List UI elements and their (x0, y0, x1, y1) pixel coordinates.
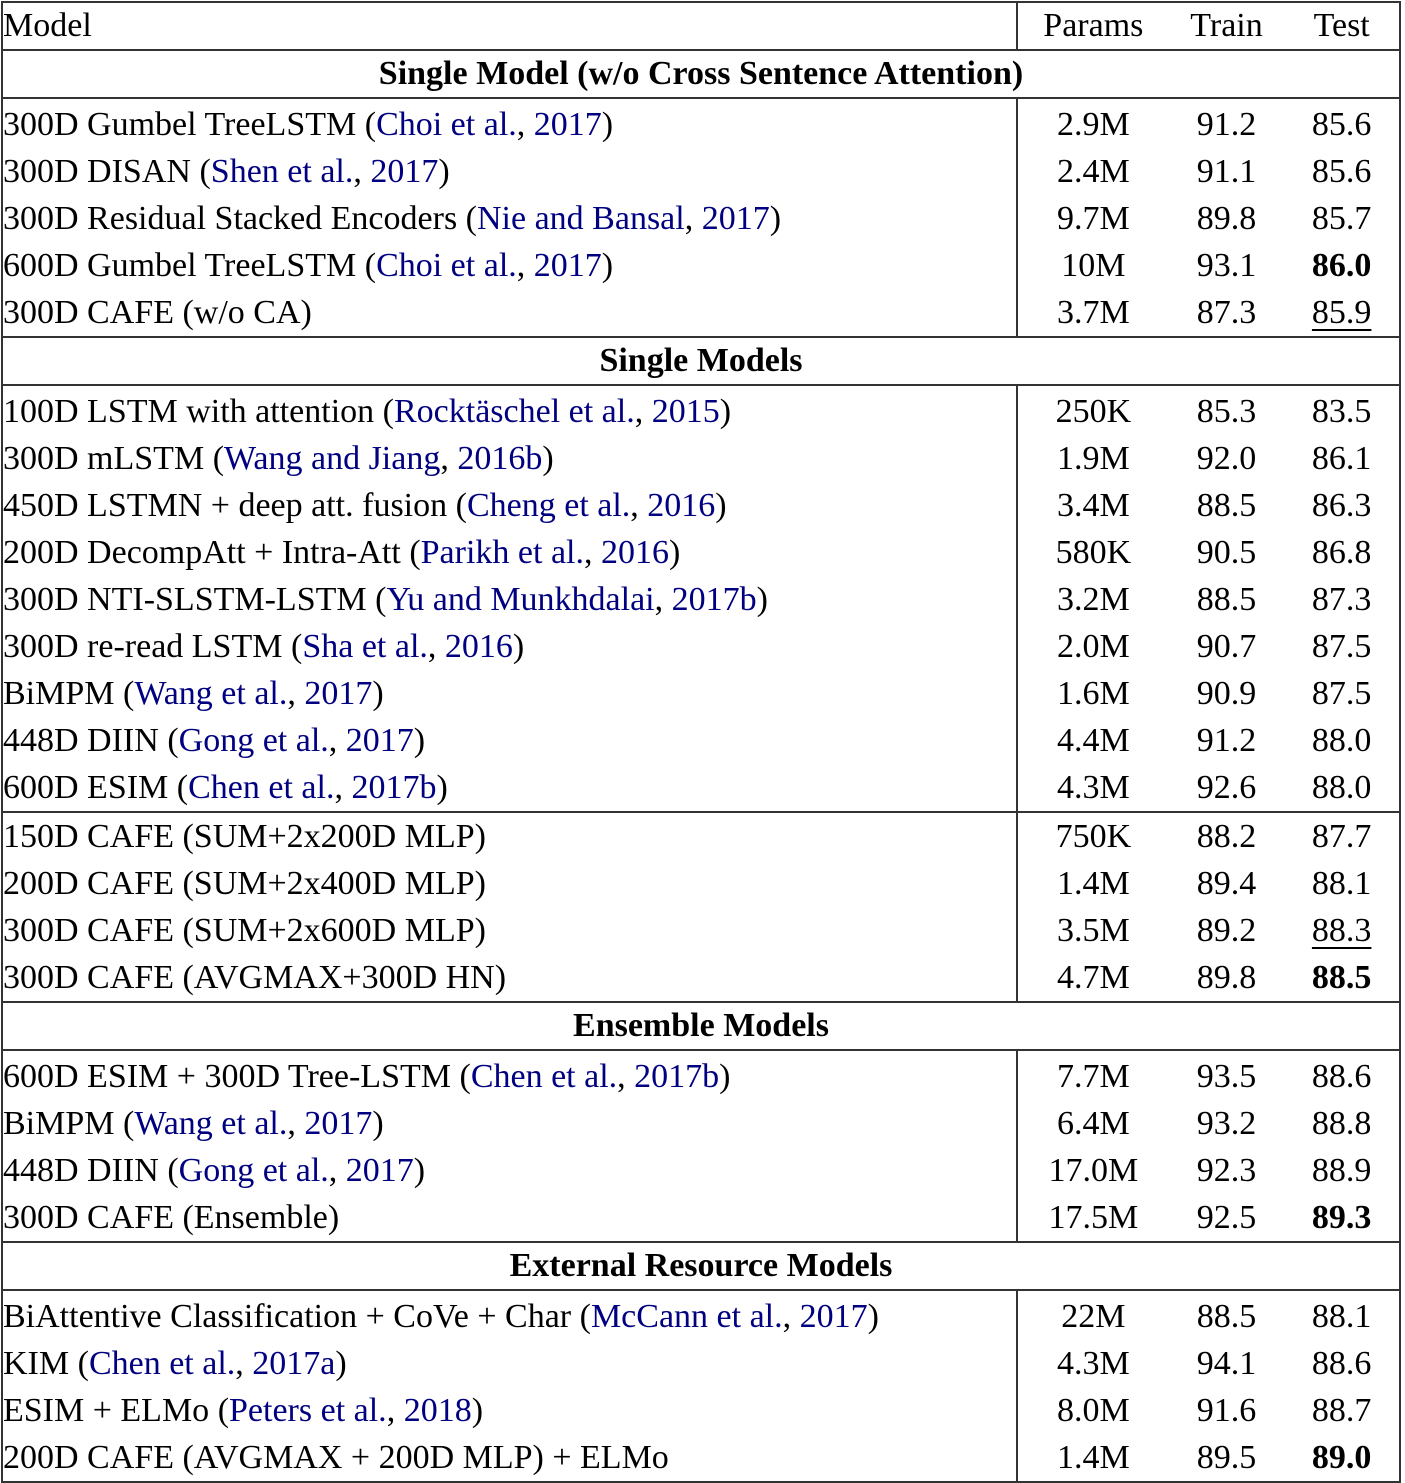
model-name: 300D CAFE (AVGMAX+300D HN) (3, 958, 507, 996)
model-cell: 600D ESIM + 300D Tree-LSTM (Chen et al., 2017b) (2, 1050, 1017, 1100)
train-cell: 91.6 (1196, 1391, 1257, 1429)
table-row (2, 670, 1400, 717)
citation-year-link[interactable]: 2017 (533, 105, 602, 143)
citation-year-link[interactable]: 2015 (651, 392, 720, 430)
table-row (2, 98, 1400, 148)
citation-year-link[interactable]: 2017a (252, 1344, 336, 1382)
train-cell: 90.9 (1196, 674, 1257, 712)
best-score: 86.0 (1311, 246, 1372, 284)
table-row (2, 717, 1400, 764)
section-header-row (2, 50, 1400, 98)
model-name: 150D CAFE (SUM+2x200D MLP) (3, 817, 486, 855)
test-cell (1284, 1050, 1400, 1100)
citation-year-link[interactable]: 2017b (671, 580, 757, 618)
citation-link[interactable]: Rocktäschel et al. (393, 392, 635, 430)
section-title: Ensemble Models (2, 1002, 1400, 1050)
table-row (2, 195, 1400, 242)
score: 83.5 (1311, 392, 1372, 430)
score: 86.8 (1311, 533, 1372, 571)
column-header-test: Test (1284, 2, 1400, 50)
params-cell: 10M (1061, 246, 1126, 284)
train-cell: 89.2 (1196, 911, 1257, 949)
section-title: External Resource Models (2, 1242, 1400, 1290)
score: 87.7 (1311, 817, 1372, 855)
table-row (2, 860, 1400, 907)
column-header-train: Train (1169, 2, 1285, 50)
model-cell: BiMPM (Wang et al., 2017) (2, 670, 1017, 717)
column-header-model: Model (2, 2, 1017, 50)
second-best-score: 88.3 (1311, 911, 1372, 949)
params-cell: 750K (1017, 812, 1169, 860)
model-name: 450D LSTMN + deep att. fusion (3, 486, 448, 524)
model-cell: 200D DecompAtt + Intra-Att (Parikh et al., 2016) (2, 529, 1017, 576)
citation-year-link[interactable]: 2017b (351, 768, 437, 806)
model-cell (2, 1434, 1017, 1482)
table-row (2, 1194, 1400, 1242)
score: 88.0 (1311, 721, 1372, 759)
model-name: 300D NTI-SLSTM-LSTM (3, 580, 367, 618)
score: 88.0 (1311, 768, 1372, 806)
citation-link[interactable]: Wang et al. (134, 674, 288, 712)
citation-link[interactable]: Chen et al. (88, 1344, 236, 1382)
score: 85.7 (1311, 199, 1372, 237)
citation-link[interactable]: Gong et al. (178, 1151, 329, 1189)
train-cell: 90.7 (1196, 627, 1257, 665)
model-cell: 100D LSTM with attention (Rocktäschel et al., 2015) (2, 385, 1017, 435)
model-name: 200D CAFE (AVGMAX + 200D MLP) + ELMo (3, 1438, 669, 1476)
citation-year-link[interactable]: 2017 (304, 1104, 373, 1142)
params-cell: 22M (1061, 1297, 1126, 1335)
model-cell: ESIM + ELMo (Peters et al., 2018) (2, 1387, 1017, 1434)
model-cell: BiMPM (Wang et al., 2017) (2, 1100, 1017, 1147)
train-cell: 88.2 (1169, 812, 1285, 860)
model-name: 300D CAFE (Ensemble) (3, 1198, 340, 1236)
model-name: 448D DIIN (3, 1151, 159, 1189)
test-cell (1284, 529, 1400, 576)
train-cell: 89.8 (1196, 199, 1257, 237)
table-row (2, 148, 1400, 195)
score: 88.6 (1311, 1057, 1372, 1095)
train-cell: 89.8 (1169, 954, 1285, 1002)
model-name: BiMPM (3, 1104, 115, 1142)
params-cell: 3.5M (1056, 911, 1130, 949)
train-cell: 91.2 (1196, 105, 1257, 143)
params-cell: 2.9M (1056, 105, 1130, 143)
table-row (2, 576, 1400, 623)
params-cell: 2.4M (1056, 152, 1130, 190)
train-cell: 91.2 (1196, 721, 1257, 759)
model-name: 300D CAFE (w/o CA) (3, 293, 312, 331)
table-row (2, 242, 1400, 289)
model-cell (2, 954, 1017, 1002)
score: 88.9 (1311, 1151, 1372, 1189)
table-row (2, 764, 1400, 812)
best-score: 89.0 (1311, 1438, 1372, 1476)
train-cell: 85.3 (1196, 392, 1257, 430)
train-cell: 92.0 (1196, 439, 1257, 477)
model-name: BiAttentive Classification + CoVe + Char (3, 1297, 572, 1335)
params-cell: 8.0M (1056, 1391, 1130, 1429)
citation-link[interactable]: McCann et al. (590, 1297, 783, 1335)
citation-year-link[interactable]: 2017 (799, 1297, 868, 1335)
params-cell: 4.3M (1056, 768, 1130, 806)
citation-link[interactable]: Parikh et al. (420, 533, 584, 571)
train-cell: 89.5 (1169, 1434, 1285, 1482)
model-cell: 300D NTI-SLSTM-LSTM (Yu and Munkhdalai, 2017b) (2, 576, 1017, 623)
table-row (2, 1434, 1400, 1482)
model-name: 200D CAFE (SUM+2x400D MLP) (3, 864, 486, 902)
model-name: 300D Residual Stacked Encoders (3, 199, 458, 237)
table-row (2, 907, 1400, 954)
params-cell: 1.9M (1056, 439, 1130, 477)
score: 87.5 (1311, 627, 1372, 665)
model-cell: 600D Gumbel TreeLSTM (Choi et al., 2017) (2, 242, 1017, 289)
score: 87.5 (1311, 674, 1372, 712)
citation-year-link[interactable]: 2017 (370, 152, 439, 190)
model-cell (2, 860, 1017, 907)
best-score: 89.3 (1311, 1198, 1372, 1236)
citation-link[interactable]: Chen et al. (188, 768, 335, 806)
citation-link[interactable]: Nie and Bansal (477, 199, 685, 237)
table-row (2, 1387, 1400, 1434)
citation-year-link[interactable]: 2016 (600, 533, 669, 571)
test-cell (1284, 385, 1400, 435)
citation-year-link[interactable]: 2017b (634, 1057, 720, 1095)
test-cell (1284, 954, 1400, 1002)
results-table (1, 1, 1401, 1483)
citation-link[interactable]: Sha et al. (302, 627, 428, 665)
section-title: Single Models (2, 337, 1400, 385)
citation-link[interactable]: Yu and Munkhdalai (386, 580, 655, 618)
test-cell (1284, 1340, 1400, 1387)
model-name: 600D ESIM (3, 768, 169, 806)
table-row (2, 385, 1400, 435)
model-name: BiMPM (3, 674, 115, 712)
test-cell (1284, 1100, 1400, 1147)
model-cell (2, 1194, 1017, 1242)
section-header-row (2, 1242, 1400, 1290)
citation-year-link[interactable]: 2017 (304, 674, 373, 712)
citation-year-link[interactable]: 2016b (457, 439, 543, 477)
train-cell: 89.4 (1196, 864, 1257, 902)
score: 88.7 (1311, 1391, 1372, 1429)
model-name: 300D CAFE (SUM+2x600D MLP) (3, 911, 486, 949)
section-header-row (2, 337, 1400, 385)
test-cell (1284, 576, 1400, 623)
test-cell (1284, 289, 1400, 337)
params-cell: 580K (1055, 533, 1132, 571)
second-best-score: 85.9 (1311, 293, 1372, 331)
citation-link[interactable]: Choi et al. (376, 246, 517, 284)
train-cell: 93.1 (1196, 246, 1257, 284)
test-cell (1284, 812, 1400, 860)
train-cell: 90.5 (1196, 533, 1257, 571)
score: 86.1 (1311, 439, 1372, 477)
test-cell (1284, 907, 1400, 954)
test-cell (1284, 1194, 1400, 1242)
train-cell: 92.5 (1169, 1194, 1285, 1242)
params-cell: 7.7M (1056, 1057, 1130, 1095)
model-name: 300D DISAN (3, 152, 191, 190)
train-cell: 93.2 (1196, 1104, 1257, 1142)
citation-year-link[interactable]: 2017 (345, 721, 414, 759)
model-cell (2, 907, 1017, 954)
score: 85.6 (1311, 105, 1372, 143)
model-name: 600D Gumbel TreeLSTM (3, 246, 357, 284)
table-row (2, 482, 1400, 529)
params-cell: 9.7M (1056, 199, 1130, 237)
train-cell: 92.6 (1196, 768, 1257, 806)
table-row (2, 1147, 1400, 1194)
citation-year-link[interactable]: 2017 (701, 199, 770, 237)
params-cell: 17.5M (1017, 1194, 1169, 1242)
citation-year-link[interactable]: 2017 (533, 246, 602, 284)
model-name: ESIM + ELMo (3, 1391, 210, 1429)
table-row (2, 1050, 1400, 1100)
model-cell: BiAttentive Classification + CoVe + Char (McCann et al., 2017) (2, 1290, 1017, 1340)
test-cell (1284, 242, 1400, 289)
model-name: 300D re-read LSTM (3, 627, 283, 665)
train-cell: 92.3 (1196, 1151, 1257, 1189)
params-cell: 250K (1055, 392, 1132, 430)
citation-link[interactable]: Shen et al. (210, 152, 354, 190)
citation-year-link[interactable]: 2018 (403, 1391, 472, 1429)
table-body (2, 50, 1400, 1482)
table-row (2, 1340, 1400, 1387)
model-name: 600D ESIM + 300D Tree-LSTM (3, 1057, 451, 1095)
best-score: 88.5 (1311, 958, 1372, 996)
model-cell: 448D DIIN (Gong et al., 2017) (2, 1147, 1017, 1194)
test-cell (1284, 1434, 1400, 1482)
score: 86.3 (1311, 486, 1372, 524)
model-cell: 300D DISAN (Shen et al., 2017) (2, 148, 1017, 195)
params-cell: 4.3M (1056, 1344, 1130, 1382)
table-row (2, 1100, 1400, 1147)
test-cell (1284, 1147, 1400, 1194)
params-cell: 4.4M (1056, 721, 1130, 759)
model-name: 300D mLSTM (3, 439, 205, 477)
test-cell (1284, 195, 1400, 242)
score: 88.8 (1311, 1104, 1372, 1142)
table-row (2, 289, 1400, 337)
table-row (2, 623, 1400, 670)
table-row (2, 1290, 1400, 1340)
table-row (2, 954, 1400, 1002)
test-cell (1284, 148, 1400, 195)
test-cell (1284, 717, 1400, 764)
train-cell: 88.5 (1196, 486, 1257, 524)
citation-link[interactable]: Choi et al. (376, 105, 517, 143)
citation-link[interactable]: Gong et al. (178, 721, 329, 759)
model-name: 300D Gumbel TreeLSTM (3, 105, 357, 143)
train-cell: 93.5 (1196, 1057, 1257, 1095)
model-cell (2, 289, 1017, 337)
score: 88.1 (1311, 1297, 1372, 1335)
score: 85.6 (1311, 152, 1372, 190)
params-cell: 2.0M (1056, 627, 1130, 665)
test-cell (1284, 764, 1400, 812)
model-name: 100D LSTM with attention (3, 392, 375, 430)
test-cell (1284, 98, 1400, 148)
params-cell: 6.4M (1056, 1104, 1130, 1142)
test-cell (1284, 1290, 1400, 1340)
params-cell: 4.7M (1017, 954, 1169, 1002)
test-cell (1284, 435, 1400, 482)
citation-year-link[interactable]: 2017 (345, 1151, 414, 1189)
model-cell (2, 812, 1017, 860)
model-cell: 450D LSTMN + deep att. fusion (Cheng et al., 2016) (2, 482, 1017, 529)
train-cell: 94.1 (1196, 1344, 1257, 1382)
test-cell (1284, 1387, 1400, 1434)
model-cell: 300D Gumbel TreeLSTM (Choi et al., 2017) (2, 98, 1017, 148)
citation-link[interactable]: Chen et al. (470, 1057, 618, 1095)
table-row (2, 435, 1400, 482)
model-cell: 300D Residual Stacked Encoders (Nie and Bansal, 2017) (2, 195, 1017, 242)
score: 87.3 (1311, 580, 1372, 618)
params-cell: 1.4M (1056, 864, 1130, 902)
model-name: 200D DecompAtt + Intra-Att (3, 533, 401, 571)
model-cell: 300D mLSTM (Wang and Jiang, 2016b) (2, 435, 1017, 482)
column-header-params: Params (1017, 2, 1169, 50)
score: 88.1 (1311, 864, 1372, 902)
model-cell: 448D DIIN (Gong et al., 2017) (2, 717, 1017, 764)
model-cell: KIM (Chen et al., 2017a) (2, 1340, 1017, 1387)
model-cell: 300D re-read LSTM (Sha et al., 2016) (2, 623, 1017, 670)
model-name: KIM (3, 1344, 70, 1382)
table-row (2, 529, 1400, 576)
params-cell: 3.2M (1056, 580, 1130, 618)
score: 88.6 (1311, 1344, 1372, 1382)
train-cell: 88.5 (1196, 1297, 1257, 1335)
citation-link[interactable]: Cheng et al. (466, 486, 631, 524)
train-cell: 87.3 (1169, 289, 1285, 337)
params-cell: 3.4M (1056, 486, 1130, 524)
citation-link[interactable]: Peters et al. (229, 1391, 387, 1429)
model-cell: 600D ESIM (Chen et al., 2017b) (2, 764, 1017, 812)
citation-link[interactable]: Wang et al. (134, 1104, 288, 1142)
train-cell: 91.1 (1196, 152, 1257, 190)
test-cell (1284, 670, 1400, 717)
section-title: Single Model (w/o Cross Sentence Attention) (2, 50, 1400, 98)
table-row (2, 812, 1400, 860)
model-name: 448D DIIN (3, 721, 159, 759)
params-cell: 1.6M (1056, 674, 1130, 712)
params-cell: 17.0M (1048, 1151, 1139, 1189)
section-header-row (2, 1002, 1400, 1050)
test-cell (1284, 482, 1400, 529)
params-cell: 3.7M (1017, 289, 1169, 337)
train-cell: 88.5 (1196, 580, 1257, 618)
test-cell (1284, 860, 1400, 907)
params-cell: 1.4M (1017, 1434, 1169, 1482)
test-cell (1284, 623, 1400, 670)
citation-year-link[interactable]: 2016 (444, 627, 513, 665)
citation-link[interactable]: Wang and Jiang (224, 439, 441, 477)
header-row (2, 2, 1400, 50)
citation-year-link[interactable]: 2016 (647, 486, 716, 524)
